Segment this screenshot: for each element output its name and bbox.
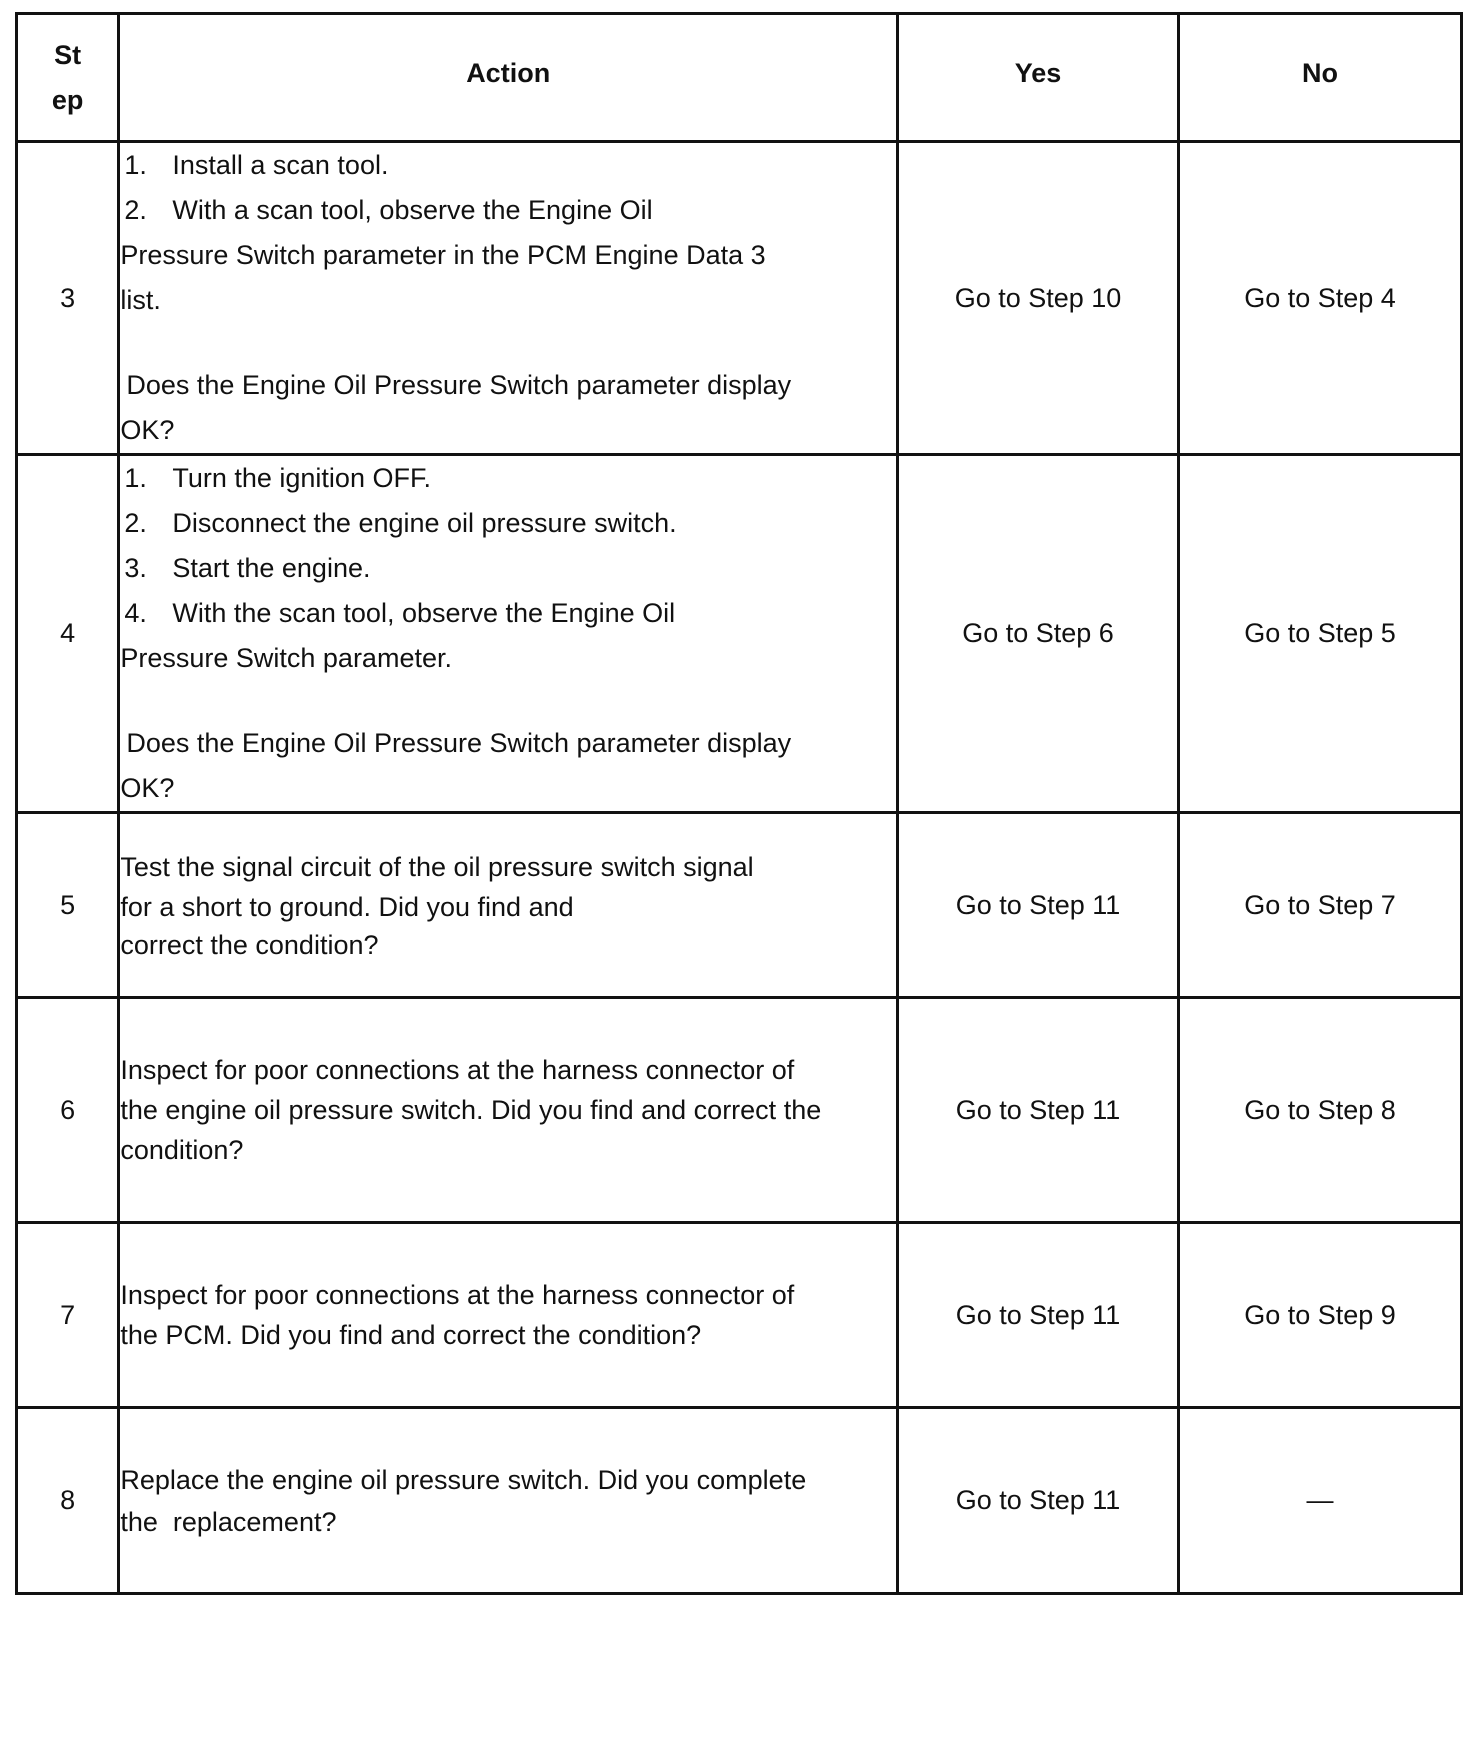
action-cell (119, 813, 898, 998)
action-question-line: Does the Engine Oil Pressure Switch parameter display (126, 728, 792, 758)
action-text-line: correct the condition? (120, 930, 379, 960)
action-cell (119, 998, 898, 1223)
yes-cell: Go to Step 10 (898, 142, 1179, 455)
header-step (17, 14, 119, 142)
list-item: 4. With the scan tool, observe the Engine Oil (124, 598, 676, 628)
action-question-line: Does the Engine Oil Pressure Switch parameter display (126, 370, 792, 400)
no-cell: Go to Step 7 (1179, 813, 1462, 998)
yes-cell: Go to Step 11 (898, 813, 1179, 998)
list-item: 1. Turn the ignition OFF. (124, 463, 431, 493)
list-item: 2. Disconnect the engine oil pressure switch. (124, 508, 677, 538)
yes-cell: Go to Step 11 (898, 1408, 1179, 1594)
action-text-line: the replacement? (120, 1506, 337, 1537)
list-item: 2. With a scan tool, observe the Engine Oil (124, 195, 653, 225)
action-text-line: Pressure Switch parameter in the PCM Engine Data 3 (120, 240, 766, 270)
action-text-line: Pressure Switch parameter. (120, 643, 452, 673)
no-cell: — (1179, 1408, 1462, 1594)
list-item: 3. Start the engine. (124, 553, 371, 583)
table-row (17, 1223, 1462, 1408)
action-cell (119, 142, 898, 455)
no-cell: Go to Step 5 (1179, 455, 1462, 813)
header-step-line-2: ep (51, 84, 84, 115)
step-number: 5 (17, 813, 119, 998)
yes-cell: Go to Step 11 (898, 998, 1179, 1223)
table-row (17, 998, 1462, 1223)
action-text-line: the engine oil pressure switch. Did you find and correct the (120, 1095, 822, 1125)
table-row (17, 142, 1462, 455)
step-number: 7 (17, 1223, 119, 1408)
action-question-line: OK? (120, 415, 175, 445)
action-question-line: OK? (120, 773, 175, 803)
header-action: Action (119, 14, 898, 142)
table-row (17, 813, 1462, 998)
step-number: 3 (17, 142, 119, 455)
step-number: 6 (17, 998, 119, 1223)
header-no: No (1179, 14, 1462, 142)
table-row (17, 1408, 1462, 1594)
no-cell: Go to Step 8 (1179, 998, 1462, 1223)
diagnostic-table (15, 12, 1463, 1595)
step-number: 4 (17, 455, 119, 813)
yes-cell: Go to Step 11 (898, 1223, 1179, 1408)
action-cell (119, 1408, 898, 1594)
step-number: 8 (17, 1408, 119, 1594)
action-text-line: Test the signal circuit of the oil pressure switch signal (120, 852, 754, 882)
yes-cell: Go to Step 6 (898, 455, 1179, 813)
action-text-line: for a short to ground. Did you find and (120, 892, 574, 922)
action-text-line: list. (120, 285, 161, 315)
no-cell: Go to Step 4 (1179, 142, 1462, 455)
header-yes: Yes (898, 14, 1179, 142)
action-cell (119, 455, 898, 813)
action-text-line: Inspect for poor connections at the harness connector of (120, 1280, 795, 1310)
list-item: 1. Install a scan tool. (124, 150, 389, 180)
action-text-line: Replace the engine oil pressure switch. Did you complete (120, 1464, 807, 1495)
table-row (17, 455, 1462, 813)
action-cell (119, 1223, 898, 1408)
header-row (17, 14, 1462, 142)
no-cell: Go to Step 9 (1179, 1223, 1462, 1408)
action-text-line: condition? (120, 1135, 244, 1165)
action-text-line: the PCM. Did you find and correct the condition? (120, 1320, 702, 1350)
action-text-line: Inspect for poor connections at the harness connector of (120, 1055, 795, 1085)
header-step-line-1: St (54, 39, 82, 70)
